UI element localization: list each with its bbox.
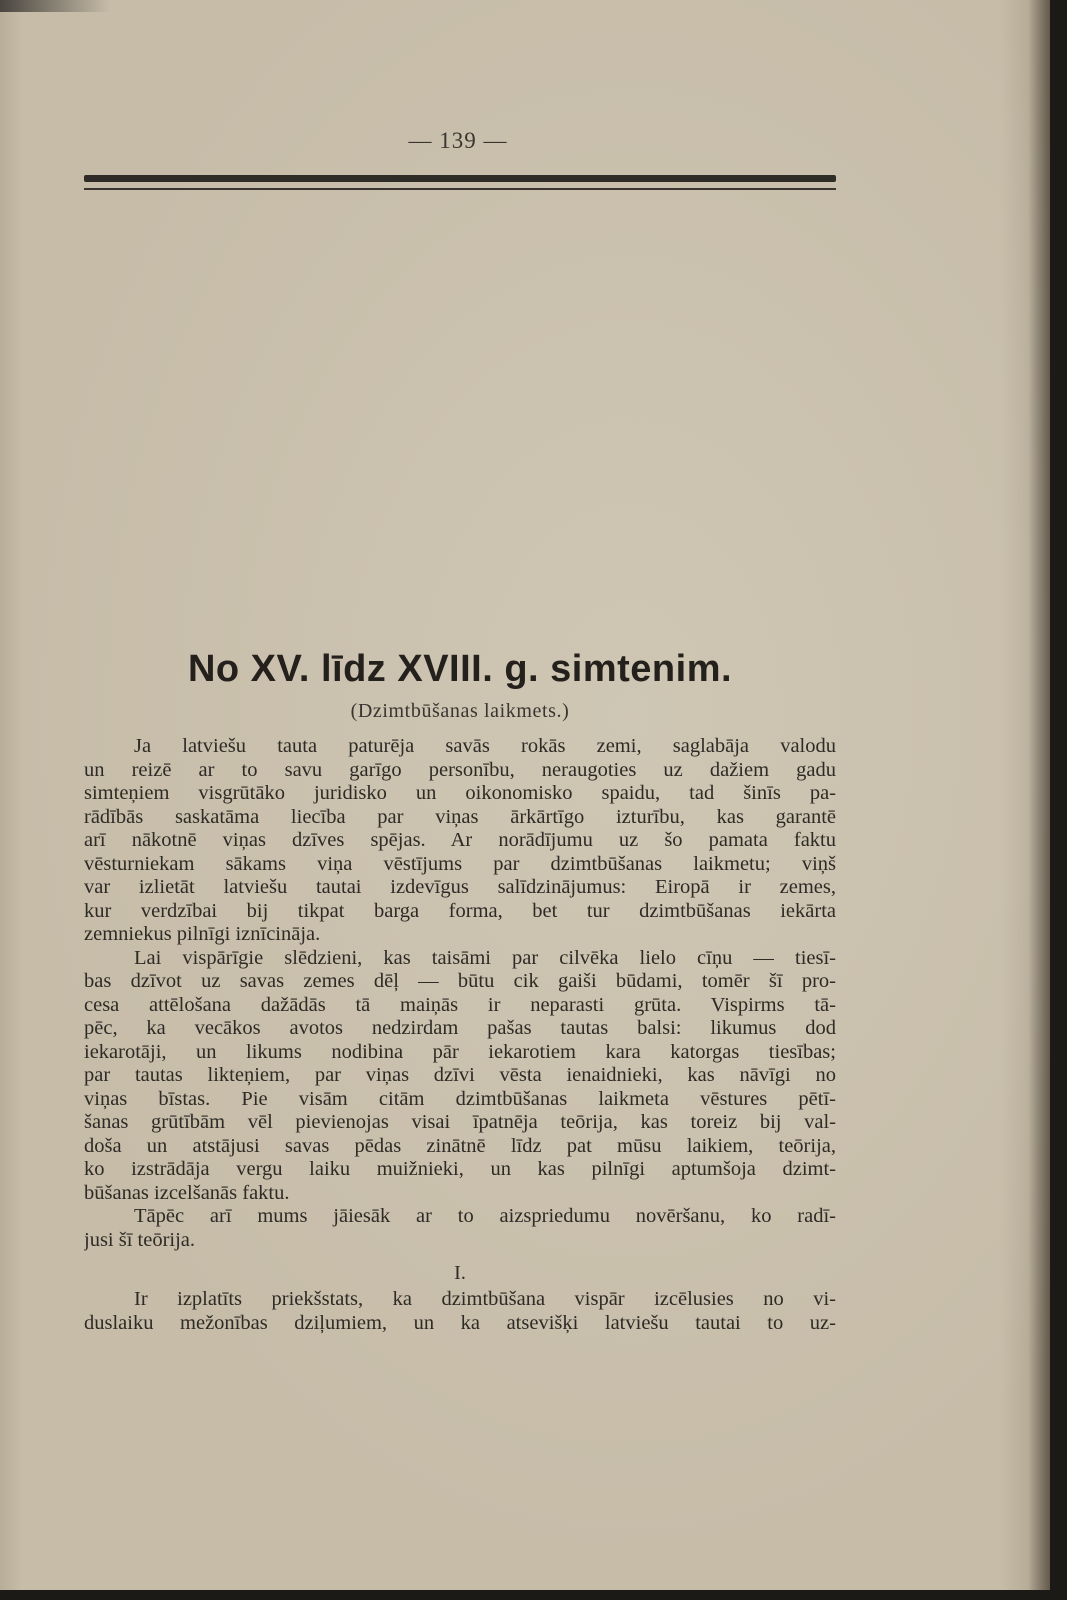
chapter-subtitle: (Dzimtbūšanas laikmets.) [350, 700, 570, 722]
chapter-title: No XV. līdz XVIII. g. simtenim. [187, 648, 733, 690]
text-line: simteņiem visgrūtāko juridisko un oikonomisko spaidu, tad šinīs pa- [84, 782, 836, 804]
body-text [84, 735, 836, 1335]
text-line: šanas grūtībām vēl pievienojas visai īpatnēja teōrija, kas toreiz bij val- [84, 1111, 836, 1133]
section-number: I. [454, 1262, 466, 1284]
header-rule-thick [84, 175, 836, 182]
paragraph-2 [84, 947, 836, 1206]
paragraph-3 [84, 1205, 836, 1252]
page-corner-shadow [0, 0, 110, 12]
text-line: cesa attēlošana dažādās tā maiņās ir neparasti grūta. Vispirms tā- [84, 993, 836, 1016]
header-rule-thin [84, 188, 836, 190]
text-line: viņas bīstas. Pie visām citām dzimtbūšanas laikmeta vēstures pētī- [84, 1087, 836, 1110]
text-line: Ja latviešu tauta paturēja savās rokās zemi, saglabāja valodu [134, 735, 836, 757]
text-line: par tautas likteņiem, par viņas dzīvi vēsta ienaidnieki, kas nāvīgi no [84, 1064, 836, 1086]
text-line: Ir izplatīts priekšstats, ka dzimtbūšana vispār izcēlusies no vi- [134, 1288, 836, 1310]
page-spine-shadow [1028, 0, 1050, 1590]
text-line: duslaiku mežonības dziļumiem, un ka atsevišķi latviešu tautai to uz- [84, 1311, 836, 1334]
text-line: bas dzīvot uz savas zemes dēļ — būtu cik gaiši būdami, tomēr šī pro- [84, 970, 836, 992]
text-line: zemniekus pilnīgi iznīcināja. [84, 923, 321, 945]
text-line: būšanas izcelšanās faktu. [84, 1181, 290, 1204]
text-line: kur verdzībai bij tikpat barga forma, bet tur dzimtbūšanas iekārta [84, 899, 836, 922]
page-number: — 139 — [408, 128, 508, 153]
text-line: iekarotāji, un likums nodibina pār iekarotiem kara katorgas tiesības; [84, 1040, 836, 1063]
text-line: un reizē ar to savu garīgo personību, neraugoties uz dažiem gadu [84, 758, 836, 781]
paragraph-1 [84, 735, 836, 947]
text-line: Tāpēc arī mums jāiesāk ar to aizspriedumu novēršanu, ko radī- [134, 1205, 836, 1227]
text-line: var izlietāt latviešu tautai izdevīgus salīdzinājumus: Eiropā ir zemes, [84, 876, 836, 898]
text-line: Lai vispārīgie slēdzieni, kas taisāmi par cilvēka lielo cīņu — tiesī- [134, 946, 836, 969]
text-line: jusi šī teōrija. [84, 1228, 196, 1251]
text-line: arī nākotnē viņas dzīves spējas. Ar norādījumu uz šo pamata faktu [84, 829, 836, 851]
text-line: rādībās saskatāma liecība par viņas ārkārtīgo izturību, kas garantē [84, 805, 836, 828]
text-line: pēc, ka vecākos avotos nedzirdam pašas tautas balsi: likumus dod [84, 1017, 836, 1039]
paragraph-4 [84, 1288, 836, 1335]
text-line: doša un atstājusi savas pēdas zinātnē līdz pat mūsu laikiem, teōrija, [84, 1134, 836, 1157]
text-line: vēsturniekam sākams viņa vēstījums par dzimtbūšanas laikmetu; viņš [84, 852, 836, 875]
text-line: ko izstrādāja vergu laiku muižnieki, un kas pilnīgi aptumšoja dzimt- [84, 1158, 836, 1180]
